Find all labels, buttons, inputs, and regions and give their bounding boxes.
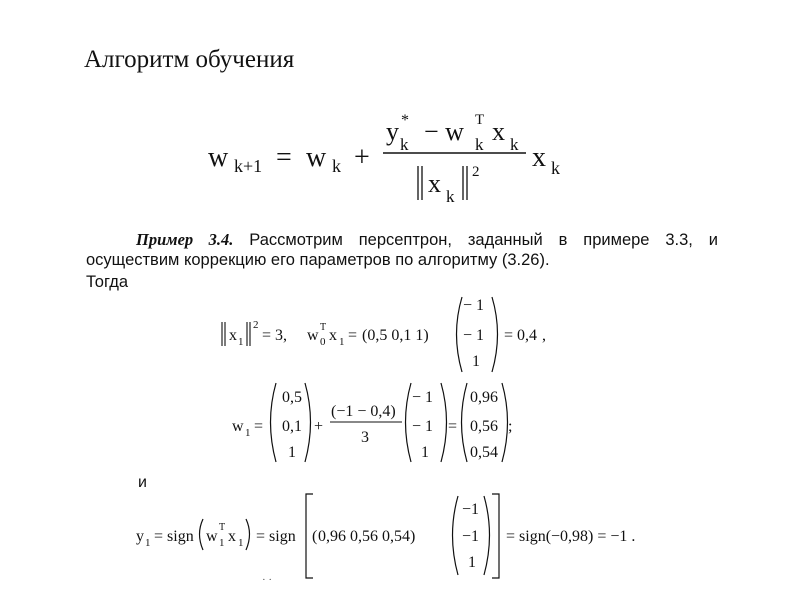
svg-text:− w: − w bbox=[424, 117, 464, 146]
svg-text:w: w bbox=[206, 528, 218, 545]
svg-text:x: x bbox=[329, 327, 337, 344]
x1c-col-2: 1 bbox=[468, 554, 476, 571]
example-label: Пример 3.4. bbox=[136, 230, 234, 249]
w0-col-0: 0,5 bbox=[282, 389, 302, 406]
res-col-0: 0,96 bbox=[470, 389, 498, 406]
svg-text:k: k bbox=[446, 187, 455, 206]
svg-text:k: k bbox=[332, 156, 341, 176]
svg-text:1: 1 bbox=[238, 336, 244, 348]
svg-text:x: x bbox=[228, 528, 236, 545]
svg-text:T: T bbox=[320, 322, 327, 333]
svg-text:+: + bbox=[314, 418, 324, 435]
svg-text:y: y bbox=[386, 117, 399, 146]
svg-text:1: 1 bbox=[219, 537, 225, 549]
svg-text:w: w bbox=[307, 327, 319, 344]
svg-text:x: x bbox=[229, 327, 237, 344]
svg-text:;: ; bbox=[508, 418, 513, 435]
svg-text:w: w bbox=[232, 418, 244, 435]
svg-text:=: = bbox=[448, 418, 458, 435]
svg-text:2: 2 bbox=[472, 164, 480, 180]
svg-text:w: w bbox=[208, 142, 229, 173]
svg-text:x: x bbox=[492, 117, 505, 146]
and-label: и bbox=[138, 474, 147, 491]
svg-text:= sign: = sign bbox=[256, 528, 296, 545]
slide-title: Алгоритм обучения bbox=[84, 46, 295, 73]
res-col-1: 0,56 bbox=[470, 418, 498, 435]
svg-text:k: k bbox=[551, 158, 560, 178]
svg-text:*: * bbox=[401, 112, 409, 129]
svg-text:1: 1 bbox=[145, 537, 151, 549]
x1b-col-2: 1 bbox=[421, 444, 429, 461]
footer-mark: · · bbox=[262, 574, 273, 586]
res-col-2: 0,54 bbox=[470, 444, 498, 461]
w0-col-1: 0,1 bbox=[282, 418, 302, 435]
x1b-col-1: − 1 bbox=[412, 418, 434, 435]
norm-sq-value: = 3, bbox=[262, 327, 288, 344]
svg-text:k: k bbox=[510, 135, 519, 154]
svg-text:w: w bbox=[306, 142, 327, 173]
example-text: Рассмотрим персептрон, заданный в примере 3.3, и осуществим коррекцию его параметров по алгоритму (3.26). bbox=[86, 231, 718, 269]
svg-text:= sign: = sign bbox=[154, 528, 194, 545]
svg-text:1: 1 bbox=[238, 537, 244, 549]
w0-row: (0,5 0,1 1) bbox=[362, 327, 429, 344]
svg-text:T: T bbox=[219, 522, 226, 533]
svg-text:(: ( bbox=[312, 528, 318, 545]
eq3-result: = sign(−0,98) = −1 . bbox=[506, 528, 636, 545]
svg-text:k: k bbox=[475, 135, 484, 154]
svg-text:2: 2 bbox=[253, 319, 259, 331]
coef-num: (−1 − 0,4) bbox=[331, 403, 396, 420]
svg-text:1: 1 bbox=[339, 336, 345, 348]
coef-den: 3 bbox=[361, 429, 369, 446]
then-label: Тогда bbox=[86, 273, 129, 291]
svg-text:0: 0 bbox=[320, 336, 326, 348]
eq1-result: = 0,4 bbox=[504, 327, 538, 344]
svg-text:T: T bbox=[475, 112, 485, 128]
svg-text:k: k bbox=[400, 135, 409, 154]
x1-col-2: 1 bbox=[472, 353, 480, 370]
x1c-col-0: −1 bbox=[462, 501, 480, 518]
x1-col-0: − 1 bbox=[463, 297, 485, 314]
svg-text:,: , bbox=[542, 327, 546, 344]
svg-text:+: + bbox=[354, 142, 370, 173]
svg-text:=: = bbox=[254, 418, 264, 435]
x1b-col-0: − 1 bbox=[412, 389, 434, 406]
w1-row: 0,96 0,56 0,54) bbox=[318, 528, 416, 545]
svg-text:y: y bbox=[136, 528, 144, 545]
x1c-col-1: −1 bbox=[462, 528, 480, 545]
w0-col-2: 1 bbox=[288, 444, 296, 461]
svg-text:=: = bbox=[348, 327, 358, 344]
svg-text:=: = bbox=[276, 142, 292, 173]
svg-text:x: x bbox=[532, 142, 546, 173]
svg-text:x: x bbox=[428, 169, 441, 198]
x1-col-1: − 1 bbox=[463, 327, 485, 344]
svg-text:k+1: k+1 bbox=[234, 156, 263, 176]
svg-text:1: 1 bbox=[245, 427, 251, 439]
